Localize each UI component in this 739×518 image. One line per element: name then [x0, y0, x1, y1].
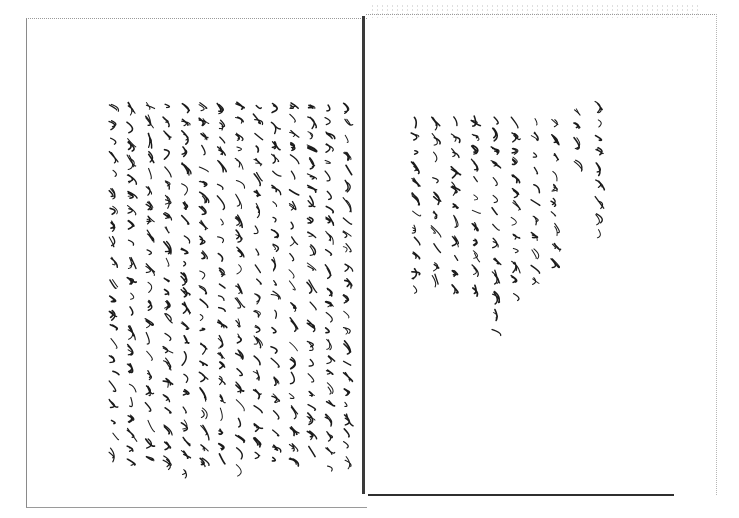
right-page-bottom-edge: [368, 494, 674, 496]
right-page: [366, 14, 717, 495]
left-page: [26, 18, 367, 508]
page-gutter: [362, 16, 365, 494]
